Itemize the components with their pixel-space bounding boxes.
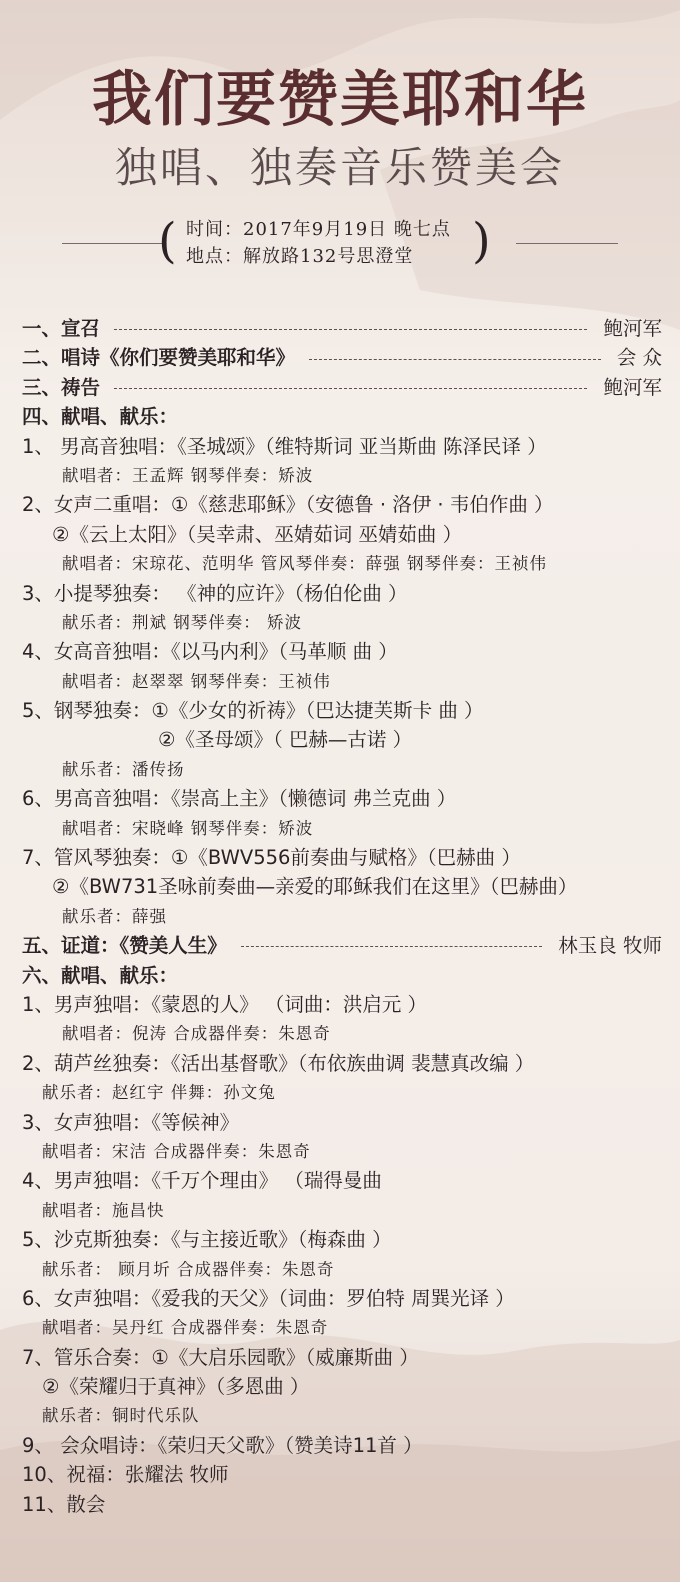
- section-title: 二、唱诗《你们要赞美耶和华》: [22, 346, 296, 370]
- section-leader: 鲍河军: [603, 317, 662, 340]
- divider-line-right: [516, 243, 618, 244]
- event-details: [186, 216, 451, 270]
- event-info-box: [62, 214, 618, 272]
- program-section: [22, 343, 662, 372]
- performer-line: 献乐者：薛强: [62, 906, 167, 926]
- program-item: 5、钢琴独奏：①《少女的祈祷》（巴达捷芙斯卡 曲 ）: [22, 699, 484, 723]
- program-item: 10、祝福：张耀法 牧师: [22, 1463, 229, 1487]
- section-leader: 会 众: [616, 346, 662, 370]
- leader-dashes: [114, 388, 587, 389]
- program-heading: 四、献唱、献乐：: [22, 405, 179, 429]
- performer-line: 献乐者：铜时代乐队: [42, 1406, 200, 1426]
- program-item-continued: ②《圣母颂》（ 巴赫—古诺 ）: [158, 728, 413, 752]
- event-time: 时间：2017年9月19日 晚七点: [186, 219, 451, 240]
- performer-line: 献乐者： 顾月圻 合成器伴奏：朱恩奇: [42, 1259, 335, 1279]
- program-section: [22, 373, 662, 402]
- performer-line: 献唱者：王孟辉 钢琴伴奏：矫波: [62, 465, 314, 485]
- program-list: [22, 314, 662, 1519]
- performer-line: 献乐者：赵红宇 伴舞：孙文兔: [42, 1083, 276, 1103]
- program-item: 4、男声独唱：《千万个理由》 （瑞得曼曲: [22, 1169, 382, 1193]
- program-item: 6、男高音独唱：《崇高上主》（懒德词 弗兰克曲 ）: [22, 787, 457, 811]
- performer-line: 献唱者：倪涛 合成器伴奏：朱恩奇: [62, 1024, 331, 1044]
- program-item: 5、沙克斯独奏：《与主接近歌》（梅森曲 ）: [22, 1228, 392, 1252]
- program-section: [22, 931, 662, 960]
- divider-line-left: [62, 243, 162, 244]
- bracket-left: (: [158, 213, 177, 269]
- program-item: 6、女声独唱：《爱我的天父》（词曲：罗伯特 周巽光译 ）: [22, 1286, 515, 1310]
- section-leader: 林玉良 牧师: [558, 934, 662, 958]
- bracket-right: ): [472, 213, 491, 269]
- program-item: 7、管风琴独奏：①《BWV556前奏曲与赋格》（巴赫曲 ）: [22, 846, 521, 870]
- program-item: 3、小提琴独奏： 《神的应许》（杨伯伦曲 ）: [22, 581, 408, 605]
- page-title: 我们要赞美耶和华: [92, 65, 588, 135]
- performer-line: 献唱者：吴丹红 合成器伴奏：朱恩奇: [42, 1318, 329, 1338]
- program-item: 11、散会: [22, 1492, 106, 1516]
- program-section: [22, 314, 662, 343]
- program-item-continued: ②《云上太阳》（吴幸肃、巫婧茹词 巫婧茹曲 ）: [52, 522, 463, 546]
- program-item-continued: ②《BW731圣咏前奏曲—亲爱的耶稣我们在这里》（巴赫曲）: [52, 875, 578, 899]
- performer-line: 献唱者：赵翠翠 钢琴伴奏：王祯伟: [62, 671, 331, 691]
- performer-line: 献唱者：宋琼花、范明华 管风琴伴奏：薛强 钢琴伴奏：王祯伟: [62, 554, 547, 574]
- program-item: 1、 男高音独唱：《圣城颂》（维特斯词 亚当斯曲 陈泽民译 ）: [22, 434, 547, 458]
- program-heading: 六、献唱、献乐：: [22, 963, 179, 987]
- performer-line: 献乐者：荆斌 钢琴伴奏： 矫波: [62, 612, 302, 632]
- performer-line: 献乐者：潘传扬: [62, 759, 185, 779]
- program-item: 1、男声独唱：《蒙恩的人》 （词曲：洪启元 ）: [22, 992, 428, 1016]
- program-item: 2、葫芦丝独奏：《活出基督歌》（布依族曲调 裴慧真改编 ）: [22, 1051, 535, 1075]
- program-item: 4、女高音独唱：《以马内利》（马革顺 曲 ）: [22, 640, 398, 664]
- section-title: 五、证道：《赞美人生》: [22, 934, 227, 958]
- leader-dashes: [309, 359, 601, 360]
- section-title: 一、宣召: [22, 317, 101, 340]
- program-item: 9、 会众唱诗：《荣归天父歌》（赞美诗11首 ）: [22, 1433, 423, 1457]
- section-leader: 鲍河军: [603, 375, 662, 399]
- program-item-continued: ②《荣耀归于真神》（多恩曲 ）: [42, 1375, 310, 1399]
- event-place: 地点：解放路132号思澄堂: [186, 246, 414, 267]
- page-subtitle: 独唱、独奏音乐赞美会: [114, 143, 565, 192]
- program-item: 7、管乐合奏：①《大启乐园歌》（威廉斯曲 ）: [22, 1345, 419, 1369]
- section-title: 三、祷告: [22, 375, 101, 399]
- leader-dashes: [114, 329, 587, 330]
- leader-dashes: [241, 946, 543, 947]
- performer-line: 献唱者：施昌快: [42, 1200, 165, 1220]
- performer-line: 献唱者：宋晓峰 钢琴伴奏：矫波: [62, 818, 314, 838]
- program-item: 2、女声二重唱：①《慈悲耶稣》（安德鲁 · 洛伊 · 韦伯作曲 ）: [22, 493, 554, 517]
- program-item: 3、女声独唱：《等候神》: [22, 1110, 240, 1134]
- performer-line: 献唱者：宋洁 合成器伴奏：朱恩奇: [42, 1141, 311, 1161]
